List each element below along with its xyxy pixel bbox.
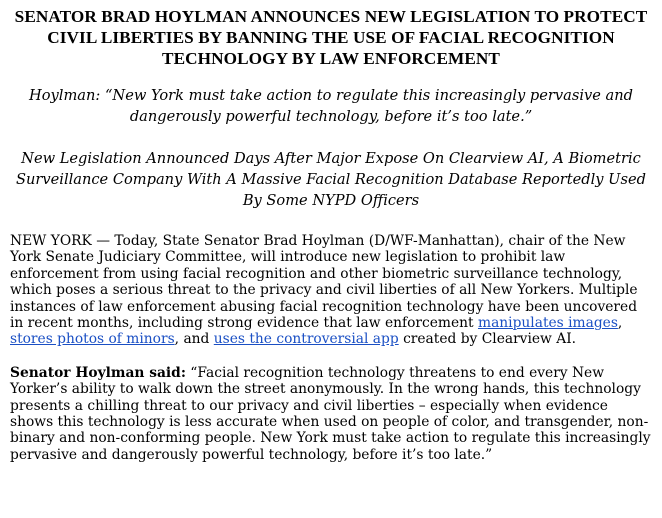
paragraph1-separator-2: , and (174, 331, 214, 348)
uses-controversial-app-link[interactable]: uses the controversial app (213, 331, 399, 348)
speaker-label: Senator Hoylman said: (10, 364, 186, 381)
paragraph1-closing-text: created by Clearview AI. (398, 331, 577, 348)
body-paragraph-2 (10, 365, 652, 463)
paragraph1-separator-1: , (617, 315, 623, 332)
manipulates-images-link[interactable]: manipulates images (477, 315, 618, 332)
paragraph1-intro-text: NEW YORK — Today, State Senator Brad Hoylman (D/WF-Manhattan), chair of the New York Senate Judiciary Committee, will introduce new legislation to prohibit law enforcement from using facial recognition and other biometric surveillance technology, which poses a serious threat to the privacy and civil liberties of all New Yorkers. Multiple instances of law enforcement abusing facial recognition technology have been uncovered in recent months, including strong evidence that law enforcement (10, 233, 638, 332)
secondary-subhead: New Legislation Announced Days After Major Expose On Clearview AI, A Biometric Surveillance Company With A Massive Facial Recognition Database Reportedly Used By Some NYPD Officers (16, 150, 646, 209)
body-paragraph-1 (10, 233, 652, 348)
senator-quote: “Facial recognition technology threatens to end every New Yorker’s ability to walk down the street anonymously. In the wrong hands, this technology presents a chilling threat to our privacy and civil liberties – especially when evidence shows this technology is less accurate when used on people of color, and transgender, non-binary and non-conforming people. New York must take action to regulate this increasingly pervasive and dangerously powerful technology, before it’s too late.” (10, 364, 651, 463)
headline: SENATOR BRAD HOYLMAN ANNOUNCES NEW LEGISLATION TO PROTECT CIVIL LIBERTIES BY BANNING THE USE OF FACIAL RECOGNITION TECHNOLOGY BY LAW ENFORCEMENT (14, 7, 648, 68)
quote-subhead: Hoylman: “New York must take action to regulate this increasingly pervasive and dangerously powerful technology, before it’s too late.” (29, 87, 633, 125)
stores-photos-of-minors-link[interactable]: stores photos of minors (10, 331, 175, 348)
